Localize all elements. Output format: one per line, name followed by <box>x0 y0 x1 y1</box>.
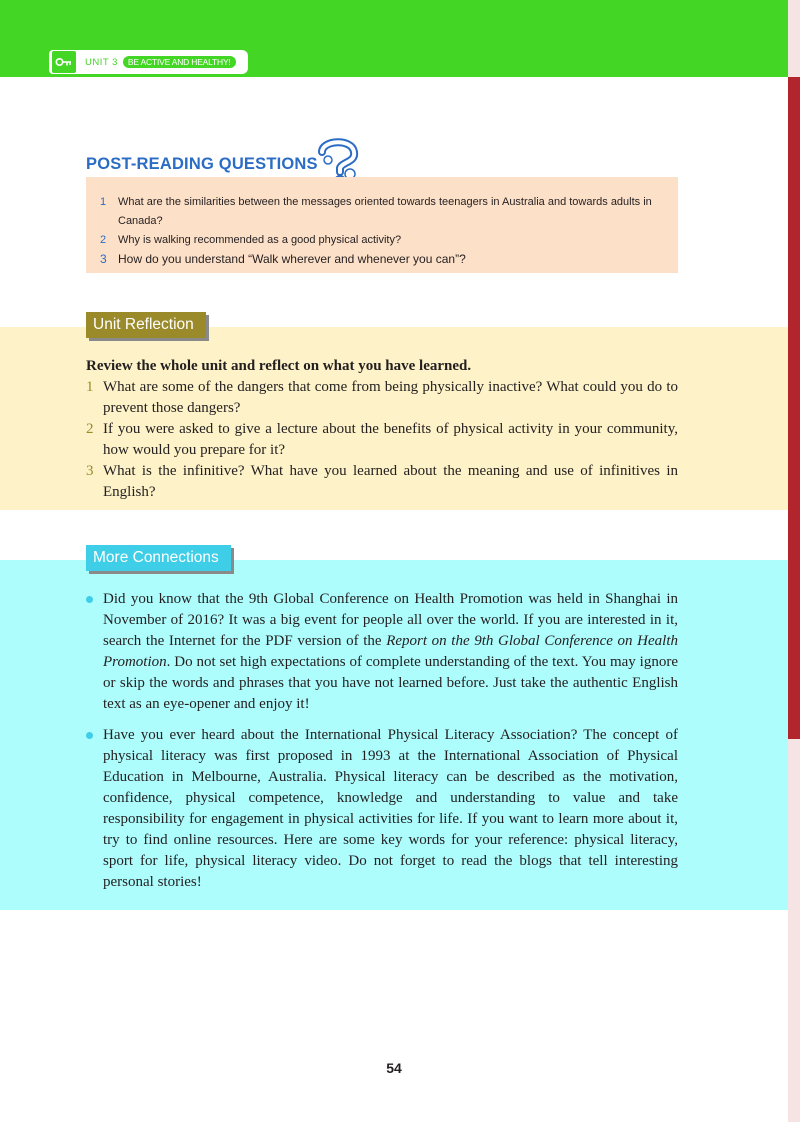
list-item <box>100 250 670 269</box>
chapter-edge-marker <box>788 77 800 739</box>
list-item <box>86 589 678 715</box>
item-text: What is the infinitive? What have you learned about the meaning and use of infinitives in English? <box>103 463 678 500</box>
list-item <box>86 419 678 461</box>
page-number: 54 <box>386 1060 402 1076</box>
unit-reflection-heading: Review the whole unit and reflect on what you have learned. <box>86 358 472 374</box>
unit-badge <box>49 50 248 74</box>
unit-reflection-body <box>86 356 678 503</box>
list-item <box>100 193 670 231</box>
item-text: If you were asked to give a lecture about the benefits of physical activity in your community, how would you prepare for it? <box>103 421 678 458</box>
question-number: 3 <box>100 252 107 266</box>
question-text: Why is walking recommended as a good physical activity? <box>118 234 402 246</box>
item-number: 3 <box>86 463 94 479</box>
unit-label: UNIT 3 <box>85 56 118 68</box>
unit-reflection-tag: Unit Reflection <box>86 312 206 338</box>
post-reading-title: POST-READING QUESTIONS <box>86 155 318 173</box>
question-text: How do you understand “Walk wherever and whenever you can”? <box>118 252 466 266</box>
more-connections-body <box>86 589 678 903</box>
post-reading-list <box>100 193 670 269</box>
item-number: 1 <box>86 379 94 395</box>
question-number: 1 <box>100 196 107 208</box>
key-icon <box>51 50 77 74</box>
more-connections-tag: More Connections <box>86 545 231 571</box>
question-text: What are the similarities between the messages oriented towards teenagers in Australia and towards adults in Canada? <box>118 196 652 227</box>
list-item <box>100 231 670 250</box>
list-item <box>86 461 678 503</box>
list-item <box>86 725 678 893</box>
item-text: What are some of the dangers that come from being physically inactive? What could you do to prevent those dangers? <box>103 379 678 416</box>
item-text: Did you know that the 9th Global Conference on Health Promotion was held in Shanghai in November of 2016? It was a big event for people all over the world. If you are interested in it, search the Internet for the PDF version of the Report on the 9th Global Conference on Health Promotion. Do not set high expectations of complete understanding of the text. You may ignore or skip the words and phrases that you have not learned before. Just take the authentic English text as an eye-opener and enjoy it! <box>103 591 678 712</box>
bullet-icon <box>86 589 103 715</box>
list-item <box>86 377 678 419</box>
bullet-icon <box>86 725 103 893</box>
report-title: Report on the 9th Global Conference on Health Promotion <box>103 633 678 670</box>
item-number: 2 <box>86 421 94 437</box>
unit-title-tag: BE ACTIVE AND HEALTHY! <box>123 56 236 68</box>
item-text: Have you ever heard about the International Physical Literacy Association? The concept of physical literacy was first proposed in 1993 at the International Association of Physical Education in Melbourne, Australia. Physical literacy can be described as the motivation, confidence, physical competence, knowledge and understanding to value and take responsibility for engagement in physical activities for life. If you want to learn more about it, try to find online resources. Here are some key words for your reference: physical literacy, sport for life, physical literacy video. Do not forget to read the blogs that tell interesting personal stories! <box>103 727 678 890</box>
question-number: 2 <box>100 234 107 246</box>
